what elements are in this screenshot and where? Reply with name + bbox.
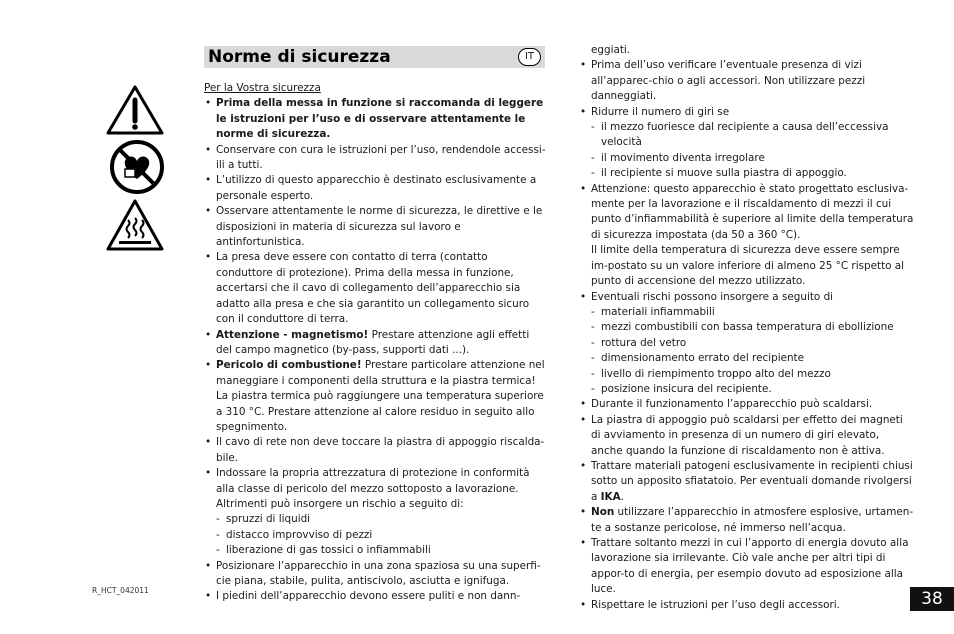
bullet-text: Prestare particolare attenzione nel maneggiare i componenti della struttura e la piastra termica! La piastra termica può raggiungere una temperatura superiore a 310 °C. Prestare attenzione al calore residuo in seguito allo spegnimento. <box>216 359 545 433</box>
language-badge: IT <box>518 48 541 66</box>
subheading: Per la Vostra sicurezza <box>204 82 321 94</box>
sub-item: - liberazione di gas tossici o infiammabili <box>204 543 546 558</box>
document-code: R_HCT_042011 <box>92 586 149 595</box>
sub-item: - rottura del vetro <box>579 336 914 351</box>
sub-item: - il movimento diventa irregolare <box>579 151 914 166</box>
bullet-item: • Eventuali rischi possono insorgere a seguito di <box>579 290 914 305</box>
bullet-item: • Osservare attentamente le norme di sicurezza, le direttive e le disposizioni in materia di sicurezza sul lavoro e antinfortunistica. <box>204 204 546 250</box>
left-bullet-list <box>204 96 546 604</box>
warning-triangle-icon <box>105 84 165 136</box>
sub-item: - il mezzo fuoriesce dal recipiente a causa dell’eccessiva velocità <box>579 120 914 151</box>
bullet-text: Prestare attenzione agli effetti del campo magnetico (by-pass, supporti dati ...). <box>216 328 530 356</box>
hot-surface-icon <box>105 198 165 252</box>
sub-item: - distacco improvviso di pezzi <box>204 528 546 543</box>
bullet-item: • Durante il funzionamento l’apparecchio può scaldarsi. <box>579 397 914 412</box>
bullet-item: • Prima dell’uso verificare l’eventuale presenza di vizi all’apparec-chio o agli accessori. Non utilizzare pezzi danneggiati. <box>579 58 914 104</box>
bullet-item: • Ridurre il numero di giri se <box>579 105 914 120</box>
bullet-item: • Indossare la propria attrezzatura di protezione in conformità alla classe di pericolo del mezzo sottoposto a lavorazione. Altrimenti può insorgere un rischio a seguito di: <box>204 466 546 512</box>
bullet-item: • Trattare soltanto mezzi in cui l’apporto di energia dovuto alla lavorazione sia irrilevante. Ciò vale anche per altri tipi di appor-to di energia, per esempio dovuto ad esposizione alla luce. <box>579 536 914 598</box>
bullet-text-bold: Prima della messa in funzione si raccomanda di leggere le istruzioni per l’uso e di osservare attentamente le norme di sicurezza. <box>216 97 544 141</box>
sub-item: - materiali infiammabili <box>579 305 914 320</box>
bullet-lead-bold: Attenzione - magnetismo! <box>216 328 369 341</box>
bullet-item: • Posizionare l’apparecchio in una zona spaziosa su una superfi-cie piana, stabile, pulita, antiscivolo, asciutta e ignifuga. <box>204 559 546 590</box>
bullet-item: • La piastra di appoggio può scaldarsi per effetto dei magneti di avviamento in presenza di un numero di giri elevato, anche quando la funzione di riscaldamento non è attiva. <box>579 413 914 459</box>
bullet-text: Trattare materiali patogeni esclusivamente in recipienti chiusi sotto un apposito sfiatatoio. Per eventuali domande rivolgersi a <box>591 459 913 503</box>
bullet-item: • Attenzione: questo apparecchio è stato progettato esclusiva-mente per la lavorazione e il riscaldamento di mezzi il cui punto d’infiammabilità è superiore al limite della temperatura di sicurezza impostata (da 50 a 360 °C). <box>579 182 914 244</box>
right-bullet-list <box>579 58 914 613</box>
bullet-item: • La presa deve essere con contatto di terra (contatto conduttore di protezione). Prima della messa in funzione, accertarsi che il cavo di collegamento dell’apparecchio sia adatto alla presa e che sia garantito un collegamento sicuro con il conduttore di terra. <box>204 250 546 327</box>
bullet-item: • Conservare con cura le istruzioni per l’uso, rendendole accessi-ili a tutti. <box>204 143 546 174</box>
page-number: 38 <box>910 587 954 611</box>
title-bar <box>204 46 545 68</box>
bullet-item <box>204 96 546 142</box>
bullet-item: • I piedini dell’apparecchio devono essere puliti e non dann- <box>204 589 546 604</box>
bullet-item: • Il cavo di rete non deve toccare la piastra di appoggio riscalda-bile. <box>204 435 546 466</box>
bullet-text: utilizzare l’apparecchio in atmosfere esplosive, urtamen-te a sostanze pericolose, né immerso nell’acqua. <box>591 506 914 534</box>
bullet-item: • L’utilizzo di questo apparecchio è destinato esclusivamente a personale esperto. <box>204 173 546 204</box>
bullet-item: • Rispettare le istruzioni per l’uso degli accessori. <box>579 598 914 613</box>
sub-item: - dimensionamento errato del recipiente <box>579 351 914 366</box>
bullet-end: . <box>620 490 624 503</box>
sub-item: - il recipiente si muove sulla piastra di appoggio. <box>579 166 914 181</box>
right-column <box>579 43 914 613</box>
bullet-item <box>579 505 914 536</box>
bullet-lead-bold: Pericolo di combustione! <box>216 359 362 372</box>
bullet-lead-bold: Non <box>591 506 615 519</box>
no-pacemaker-icon <box>109 139 165 195</box>
sub-item: - livello di riempimento troppo alto del mezzo <box>579 367 914 382</box>
page-title: Norme di sicurezza <box>208 47 391 67</box>
sub-item: - posizione insicura del recipiente. <box>579 382 914 397</box>
continued-text: eggiati. <box>591 44 631 56</box>
sub-item: - mezzi combustibili con bassa temperatura di ebollizione <box>579 320 914 335</box>
bullet-item <box>204 358 546 435</box>
brand-name: IKA <box>600 490 621 503</box>
bullet-item <box>579 459 914 505</box>
bullet-item <box>204 328 546 359</box>
left-column <box>204 81 546 605</box>
sub-item: - spruzzi di liquidi <box>204 512 546 527</box>
bullet-paragraph: Il limite della temperatura di sicurezza deve essere sempre im-postato su un valore inferiore di almeno 25 °C rispetto al punto di accensione del mezzo utilizzato. <box>591 244 905 288</box>
